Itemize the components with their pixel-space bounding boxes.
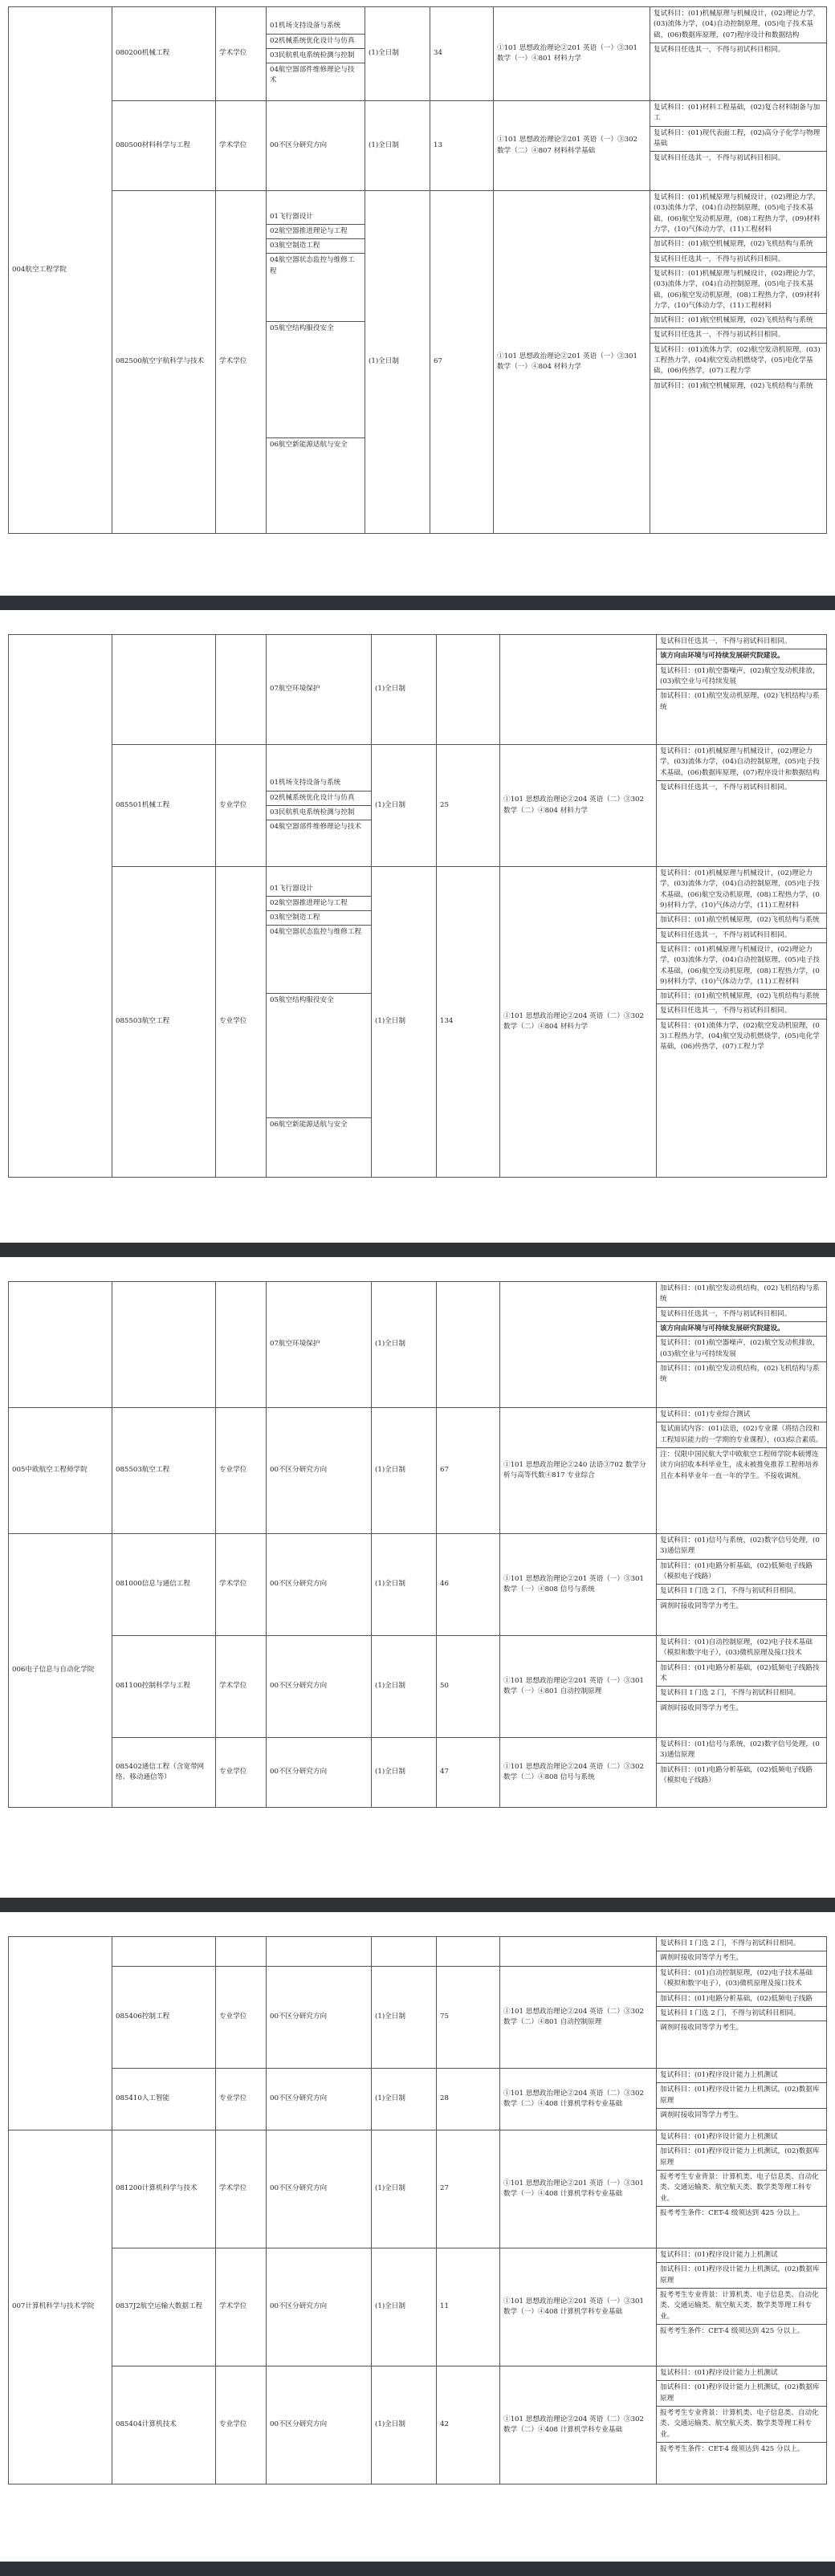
degree-type-cell: 学术学位 <box>216 1534 267 1636</box>
remarks-cell <box>657 2248 827 2366</box>
quota-cell: 50 <box>437 1636 500 1738</box>
remark: 复试科目：(01)机械原理与机械设计，(02)理论力学，(03)流体力学，(04)自动控制原理，(05)电子技术基础，(06)航空发动机原理，(08)工程热力学，(09)材料力学，(10)气体动力学，(11)工程材料 <box>657 867 826 914</box>
major-cell: 080200机械工程 <box>112 7 216 101</box>
direction-item: 04航空器状态监控与维修工程 <box>267 926 371 994</box>
exam-subjects-cell: ①101 思想政治理论②201 英语（一）③302 数学（二）④807 材料科学基础 <box>494 101 650 191</box>
college-cell: 005中欧航空工程师学院 <box>9 1408 112 1534</box>
remarks-cell <box>657 2069 827 2130</box>
remark: 调剂时接收同等学力考生。 <box>660 1954 743 1963</box>
quota-cell: 27 <box>437 2130 500 2248</box>
remark: 复试科目：(01)机械原理与机械设计，(02)理论力学，(03)流体力学，(04)自动控制原理，(05)电子技术基础，(06)航空发动机原理，(08)工程热力学，(09)材料力学，(10)气体动力学，(11)工程材料 <box>657 943 826 990</box>
page-separator <box>0 1898 835 1912</box>
college-cell <box>9 1282 112 1408</box>
remarks-cell <box>657 1636 827 1738</box>
study-mode-cell: (1)全日制 <box>372 867 437 1178</box>
quota-cell <box>437 1937 500 1967</box>
major-cell: 085404计算机技术 <box>112 2366 216 2484</box>
remark: 加试科目：(01)航空发动机结构，(02)飞机结构与系统 <box>657 1282 826 1308</box>
exam-subjects-cell: ①101 思想政治理论②201 英语（一）③301 数学（一）④408 计算机学科专业基础 <box>500 2248 657 2366</box>
degree-type-cell <box>216 1282 267 1408</box>
study-mode-cell: (1)全日制 <box>365 7 430 101</box>
quota-cell: 25 <box>437 745 500 867</box>
table-row <box>9 1738 827 1808</box>
remark: 复试科目任选其一，不得与初试科目相同。 <box>657 929 826 943</box>
page-separator <box>0 2562 835 2576</box>
study-mode-cell: (1)全日制 <box>372 1534 437 1636</box>
remarks-cell <box>657 745 827 867</box>
table-row <box>9 191 827 534</box>
direction-cell: 00不区分研究方向 <box>267 2248 372 2366</box>
direction-cell: 00不区分研究方向 <box>267 1967 372 2069</box>
study-mode-cell <box>372 1937 437 1967</box>
direction-cell <box>267 867 372 1178</box>
remark: 复试科目任选其一，不得与初试科目相同。 <box>657 1004 826 1019</box>
remark: 加试科目：(01)程序设计能力上机测试，(02)数据库原理 <box>657 2145 826 2171</box>
degree-type-cell: 学术学位 <box>216 7 267 101</box>
remarks-cell <box>657 1408 827 1534</box>
study-mode-cell: (1)全日制 <box>372 635 437 745</box>
direction-item: 01机场支持设备与系统 <box>267 776 371 791</box>
remarks-cell <box>650 101 827 191</box>
major-cell: 085503航空工程 <box>112 1408 216 1534</box>
major-cell: 085410人工智能 <box>112 2069 216 2130</box>
remark: 加试科目：(01)航空机械原理，(02)飞机结构与系统 <box>654 381 813 390</box>
table-row <box>9 2248 827 2366</box>
remark: 报考考生条件：CET-4 级须达到 425 分以上。 <box>660 2208 804 2217</box>
remark: 复试科目：(01)程序设计能力上机测试 <box>657 2069 826 2083</box>
admission-table-2 <box>8 634 827 1178</box>
degree-type-cell: 学术学位 <box>216 2130 267 2248</box>
remark: 加试科目：(01)程序设计能力上机测试，(02)数据库原理 <box>657 2381 826 2407</box>
table-row <box>9 2069 827 2130</box>
direction-cell: 00不区分研究方向 <box>267 1636 372 1738</box>
direction-cell <box>267 1937 372 1967</box>
direction-cell <box>267 191 365 534</box>
remark: 报考考生专业背景：计算机类、电子信息类、自动化类、交通运输类、航空航天类、数学类等理工科专业。 <box>657 2171 826 2207</box>
remarks-cell <box>657 1738 827 1808</box>
exam-subjects-cell: ①101 思想政治理论②204 英语（二）③302 数学（二）④801 自动控制原理 <box>500 1967 657 2069</box>
remarks-cell <box>657 1937 827 1967</box>
table-row <box>9 1967 827 2069</box>
study-mode-cell: (1)全日制 <box>372 1738 437 1808</box>
remark: 加试科目：(01)电路分析基础，(02)低频电子线路（模拟电子线路） <box>660 1765 813 1784</box>
study-mode-cell: (1)全日制 <box>372 1636 437 1738</box>
table-row <box>9 101 827 191</box>
exam-subjects-cell <box>500 1937 657 1967</box>
remarks-cell <box>657 2366 827 2484</box>
direction-cell: 07航空环境保护 <box>267 1282 372 1408</box>
major-cell: 081100控制科学与工程 <box>112 1636 216 1738</box>
remark: 复试科目 I 门选 2 门，不得与初试科目相同。 <box>657 1585 826 1599</box>
study-mode-cell: (1)全日制 <box>372 2069 437 2130</box>
remark: 复试科目：(01)信号与系统，(02)数字信号处理，(03)通信原理 <box>657 1534 826 1560</box>
page-separator <box>0 1243 835 1257</box>
remark: 加试科目：(01)航空机械原理，(02)飞机结构与系统 <box>657 990 826 1004</box>
direction-cell <box>267 7 365 101</box>
remarks-cell <box>657 867 827 1178</box>
remark: 加试科目：(01)程序设计能力上机测试，(02)数据库原理 <box>657 2083 826 2109</box>
quota-cell: 46 <box>437 1534 500 1636</box>
direction-item: 01飞行器设计 <box>267 882 371 897</box>
table-row <box>9 867 827 1178</box>
remark: 调剂时接收同等学力考生。 <box>660 2110 743 2119</box>
direction-cell: 00不区分研究方向 <box>267 2366 372 2484</box>
direction-item: 05航空结构服役安全 <box>267 994 371 1118</box>
direction-item: 03民航机电系统检测与控制 <box>267 49 365 63</box>
degree-type-cell: 学术学位 <box>216 101 267 191</box>
college-cell <box>9 635 112 1178</box>
remark: 复试科目 I 门选 2 门，不得与初试科目相同。 <box>657 2007 826 2021</box>
major-cell: 085501机械工程 <box>112 745 216 867</box>
remark: 复试科目：(01)程序设计能力上机测试 <box>657 2130 826 2145</box>
quota-cell: 67 <box>437 1408 500 1534</box>
table-row <box>9 1636 827 1738</box>
quota-cell: 42 <box>437 2366 500 2484</box>
quota-cell: 134 <box>437 867 500 1178</box>
remark: 复试科目任选其一，不得与初试科目相同。 <box>650 253 826 267</box>
remarks-cell <box>657 635 827 745</box>
direction-item: 03航空制造工程 <box>267 239 365 254</box>
table-row <box>9 1534 827 1636</box>
quota-cell: 11 <box>437 2248 500 2366</box>
remarks-cell <box>657 1534 827 1636</box>
direction-cell: 00不区分研究方向 <box>267 1408 372 1534</box>
table-row <box>9 1282 827 1408</box>
degree-type-cell <box>216 1937 267 1967</box>
remark: 复试科目：(01)自动控制原理，(02)电子技术基础（模拟和数字电子），(03)微机原理及接口技术 <box>657 1967 826 1992</box>
direction-cell: 00不区分研究方向 <box>267 101 365 191</box>
remark: 加试科目：(01)航空机械原理，(02)飞机结构与系统 <box>657 914 826 928</box>
remark: 加试科目：(01)程序设计能力上机测试，(02)数据库原理 <box>657 2263 826 2289</box>
exam-subjects-cell: ①101 思想政治理论②240 法语③702 数学分析与高等代数④817 专业综合 <box>500 1408 657 1534</box>
remark: 复试科目 I 门选 2 门，不得与初试科目相同。 <box>657 1687 826 1701</box>
table-row <box>9 745 827 867</box>
remark: 复试科目任选其一，不得与初试科目相同。 <box>654 45 785 54</box>
remark: 该方向由环境与可持续发展研究院建设。 <box>657 649 826 664</box>
exam-subjects-cell <box>500 1282 657 1408</box>
direction-item: 04航空器部件维修理论与技术 <box>270 823 362 832</box>
remark: 复试面试内容：(01)法语，(02)专业课（将结合段和工程知识能力的一学期的专业课程），(03)综合素质。 <box>657 1422 826 1448</box>
quota-cell: 47 <box>437 1738 500 1808</box>
direction-item: 04航空器部件维修理论与技术 <box>270 66 355 85</box>
remark: 复试科目：(01)程序设计能力上机测试 <box>657 2366 826 2381</box>
exam-subjects-cell: ①101 思想政治理论②201 英语（一）③301 数学（一）④804 材料力学 <box>494 191 650 534</box>
remark: 加试科目：(01)航空发动机结构，(02)飞机结构与系统 <box>660 1364 820 1384</box>
degree-type-cell: 专业学位 <box>216 1738 267 1808</box>
direction-item: 04航空器状态监控与维修工程 <box>267 254 365 322</box>
remark: 复试科目：(01)机械原理与机械设计，(02)理论力学，(03)流体力学，(04)自动控制原理，(05)电子技术基础，(06)航空发动机原理，(08)工程热力学，(09)材料力学，(10)气体动力学，(11)工程材料 <box>650 191 826 238</box>
study-mode-cell: (1)全日制 <box>372 2130 437 2248</box>
page-1 <box>0 0 835 562</box>
degree-type-cell: 专业学位 <box>216 2366 267 2484</box>
remark: 复试科目：(01)流体力学，(02)航空发动机原理，(03)工程热力学，(04)航空发动机燃烧学，(05)电化学基础，(06)传热学，(07)工程力学 <box>660 1021 820 1052</box>
exam-subjects-cell: ①101 思想政治理论②204 英语（二）③302 数学（二）④408 计算机学科专业基础 <box>500 2366 657 2484</box>
remark: 调剂时接收同等学力考生。 <box>660 1703 743 1712</box>
remark: 复试科目：(01)航空器噪声，(02)航空发动机排放，(03)航空业与可持续发展 <box>657 665 826 690</box>
study-mode-cell: (1)全日制 <box>372 1282 437 1408</box>
direction-item: 06航空新能源适航与安全 <box>270 441 348 450</box>
remark: 注：仅限中国民航大学中欧航空工程师学院本硕博连读方向招收本科毕业生，成未被推免推荐工程师培养且在本科毕业年一直一年的学生。不接收调剂。 <box>660 1450 819 1480</box>
direction-cell: 00不区分研究方向 <box>267 2130 372 2248</box>
remark: 复试科目：(01)信号与系统，(02)数字信号处理，(03)通信原理 <box>657 1738 826 1764</box>
direction-item: 01机场支持设备与系统 <box>267 19 365 34</box>
major-cell <box>112 1937 216 1967</box>
page-4 <box>0 1912 835 2554</box>
remark: 复试科目：(01)现代表面工程，(02)高分子化学与物理基础 <box>650 127 826 153</box>
direction-cell <box>267 745 372 867</box>
table-row <box>9 1937 827 1967</box>
major-cell <box>112 1282 216 1408</box>
exam-subjects-cell: ①101 思想政治理论②204 英语（二）③302 数学（二）④408 计算机学科专业基础 <box>500 2069 657 2130</box>
exam-subjects-cell: ①101 思想政治理论②204 英语（二）③302 数学（二）④808 信号与系统 <box>500 1738 657 1808</box>
remark: 复试科目：(01)专业综合测试 <box>657 1408 826 1422</box>
exam-subjects-cell: ①101 思想政治理论②201 英语（一）③301 数学（一）④801 材料力学 <box>494 7 650 101</box>
exam-subjects-cell: ①101 思想政治理论②201 英语（一）③301 数学（一）④801 自动控制原理 <box>500 1636 657 1738</box>
direction-cell: 07航空环境保护 <box>267 635 372 745</box>
remark: 复试科目任选其一，不得与初试科目相同。 <box>660 783 792 792</box>
remark: 复试科目：(01)机械原理与机械设计，(02)理论力学，(03)流体力学，(04)自动控制原理，(05)电子技术基础，(06)数据库原理，(07)程序设计和数据结构 <box>657 745 826 781</box>
degree-type-cell: 学术学位 <box>216 1636 267 1738</box>
study-mode-cell: (1)全日制 <box>372 2366 437 2484</box>
remark: 复试科目：(01)材料工程基础，(02)复合材料制备与加工 <box>650 101 826 127</box>
degree-type-cell: 专业学位 <box>216 1967 267 2069</box>
remarks-cell <box>657 1282 827 1408</box>
exam-subjects-cell: ①101 思想政治理论②201 英语（一）③301 数学（一）④808 信号与系统 <box>500 1534 657 1636</box>
quota-cell <box>437 1282 500 1408</box>
study-mode-cell: (1)全日制 <box>372 2248 437 2366</box>
remark: 复试科目：(01)程序设计能力上机测试 <box>657 2248 826 2263</box>
major-cell: 085402通信工程（含宽带网络、移动通信等） <box>112 1738 216 1808</box>
remark: 调剂时接收同等学力考生。 <box>660 2024 743 2033</box>
direction-item: 06航空新能源适航与安全 <box>270 1121 348 1129</box>
remark: 复试科目 I 门选 2 门，不得与初试科目相同。 <box>657 1937 826 1951</box>
remark: 复试科目任选其一，不得与初试科目相同。 <box>650 328 826 343</box>
exam-subjects-cell: ①101 思想政治理论②204 英语（二）③302 数学（二）④804 材料力学 <box>500 867 657 1178</box>
major-cell <box>112 635 216 745</box>
study-mode-cell: (1)全日制 <box>365 191 430 534</box>
page-2 <box>0 610 835 1220</box>
remarks-cell <box>650 7 827 101</box>
remark: 加试科目：(01)电路分析基础，(02)低频电子线路技术 <box>657 1662 826 1687</box>
major-cell: 0837J2航空运输大数据工程 <box>112 2248 216 2366</box>
quota-cell: 34 <box>430 7 494 101</box>
remark: 复试科目任选其一，不得与初试科目相同。 <box>654 154 785 163</box>
degree-type-cell: 专业学位 <box>216 867 267 1178</box>
college-cell: 007计算机科学与技术学院 <box>9 2130 112 2484</box>
college-cell: 004航空工程学院 <box>9 7 112 534</box>
quota-cell: 67 <box>430 191 494 534</box>
major-cell: 081000信息与通信工程 <box>112 1534 216 1636</box>
major-cell: 080500材料科学与工程 <box>112 101 216 191</box>
major-cell: 081200计算机科学与技术 <box>112 2130 216 2248</box>
study-mode-cell: (1)全日制 <box>372 745 437 867</box>
exam-subjects-cell: ①101 思想政治理论②201 英语（一）③301 数学（一）④408 计算机学科专业基础 <box>500 2130 657 2248</box>
study-mode-cell: (1)全日制 <box>372 1408 437 1534</box>
remarks-cell <box>657 2130 827 2248</box>
remark: 该方向由环境与可持续发展研究院建设。 <box>657 1322 826 1337</box>
table-row <box>9 635 827 745</box>
page-3 <box>0 1257 835 1899</box>
remark: 复试科目任选其一，不得与初试科目相同。 <box>657 1308 826 1322</box>
remark: 报考考生专业背景：计算机类、电子信息类、自动化类、交通运输类、航空航天类、数学类等理工科专业。 <box>657 2289 826 2325</box>
direction-item: 05航空结构服役安全 <box>267 322 365 438</box>
remarks-cell <box>657 1967 827 2069</box>
direction-item: 02机械系统优化设计与仿真 <box>267 792 371 806</box>
quota-cell: 13 <box>430 101 494 191</box>
remark: 报考考生条件：CET-4 级须达到 425 分以上。 <box>660 2326 804 2335</box>
degree-type-cell: 学术学位 <box>216 191 267 534</box>
major-cell: 085406控制工程 <box>112 1967 216 2069</box>
remarks-cell <box>650 191 827 534</box>
remark: 复试科目：(01)航空器噪声，(02)航空发动机排放，(03)航空业与可持续发展 <box>657 1337 826 1362</box>
study-mode-cell: (1)全日制 <box>372 1967 437 2069</box>
remark: 复试科目：(01)自动控制原理，(02)电子技术基础（模拟和数字电子），(03)微机原理及接口技术 <box>657 1636 826 1662</box>
college-cell: 006电子信息与自动化学院 <box>9 1534 112 1808</box>
direction-item: 02航空器推进理论与工程 <box>267 225 365 239</box>
degree-type-cell: 专业学位 <box>216 745 267 867</box>
major-cell: 082500航空宇航科学与技术 <box>112 191 216 534</box>
admission-table-4 <box>8 1936 827 2484</box>
remark: 报考考生专业背景：计算机类、电子信息类、自动化类、交通运输类、航空航天类、数学类等理工科专业。 <box>657 2407 826 2443</box>
page-separator <box>0 596 835 610</box>
direction-item: 02航空器推进理论与工程 <box>267 897 371 911</box>
direction-cell: 00不区分研究方向 <box>267 1534 372 1636</box>
remark: 复试科目任选其一，不得与初试科目相同。 <box>657 635 826 649</box>
table-row <box>9 7 827 101</box>
quota-cell: 28 <box>437 2069 500 2130</box>
table-row <box>9 1408 827 1534</box>
remark: 加试科目：(01)航空机械原理，(02)飞机结构与系统 <box>650 238 826 252</box>
exam-subjects-cell: ①101 思想政治理论②204 英语（二）③302 数学（二）④804 材料力学 <box>500 745 657 867</box>
quota-cell: 75 <box>437 1967 500 2069</box>
major-cell: 085503航空工程 <box>112 867 216 1178</box>
remark: 复试科目：(01)流体力学，(02)航空发动机原理，(03)工程热力学，(04)航空发动机燃烧学，(05)电化学基础，(06)传热学，(07)工程力学 <box>650 344 826 380</box>
remark: 调剂时接收同等学力考生。 <box>660 1601 743 1610</box>
admission-table-1 <box>8 6 827 534</box>
direction-item: 01飞行器设计 <box>267 210 365 225</box>
college-cell <box>9 1937 112 2130</box>
study-mode-cell: (1)全日制 <box>365 101 430 191</box>
remark: 加试科目：(01)电路分析基础，(02)低频电子线路（模拟电子线路） <box>657 1560 826 1585</box>
exam-subjects-cell <box>500 635 657 745</box>
remark: 报考考生条件：CET-4 级须达到 425 分以上。 <box>660 2444 804 2453</box>
remark: 复试科目：(01)机械原理与机械设计，(02)理论力学，(03)流体力学，(04)自动控制原理，(05)电子技术基础，(06)航空发动机原理，(08)工程热力学，(09)材料力学，(10)气体动力学，(11)工程材料 <box>650 267 826 314</box>
admission-table-3 <box>8 1281 827 1808</box>
table-row <box>9 2130 827 2248</box>
remark: 加试科目：(01)航空发动机原理，(02)飞机结构与系统 <box>660 692 820 711</box>
direction-item: 03航空制造工程 <box>267 911 371 926</box>
remark: 加试科目：(01)航空机械原理，(02)飞机结构与系统 <box>650 314 826 328</box>
direction-item: 02机械系统优化设计与仿真 <box>267 35 365 49</box>
remark: 加试科目：(01)电路分析基础，(02)低频电子线路 <box>657 1992 826 2007</box>
remark: 复试科目：(01)机械原理与机械设计，(02)理论力学，(03)流体力学，(04)自动控制原理，(05)电子技术基础，(06)数据库原理，(07)程序设计和数据结构 <box>650 7 826 43</box>
table-row <box>9 2366 827 2484</box>
degree-type-cell <box>216 635 267 745</box>
direction-item: 03民航机电系统检测与控制 <box>267 806 371 820</box>
degree-type-cell: 学术学位 <box>216 2248 267 2366</box>
degree-type-cell: 专业学位 <box>216 1408 267 1534</box>
direction-cell: 00不区分研究方向 <box>267 2069 372 2130</box>
degree-type-cell: 专业学位 <box>216 2069 267 2130</box>
direction-cell: 00不区分研究方向 <box>267 1738 372 1808</box>
quota-cell <box>437 635 500 745</box>
